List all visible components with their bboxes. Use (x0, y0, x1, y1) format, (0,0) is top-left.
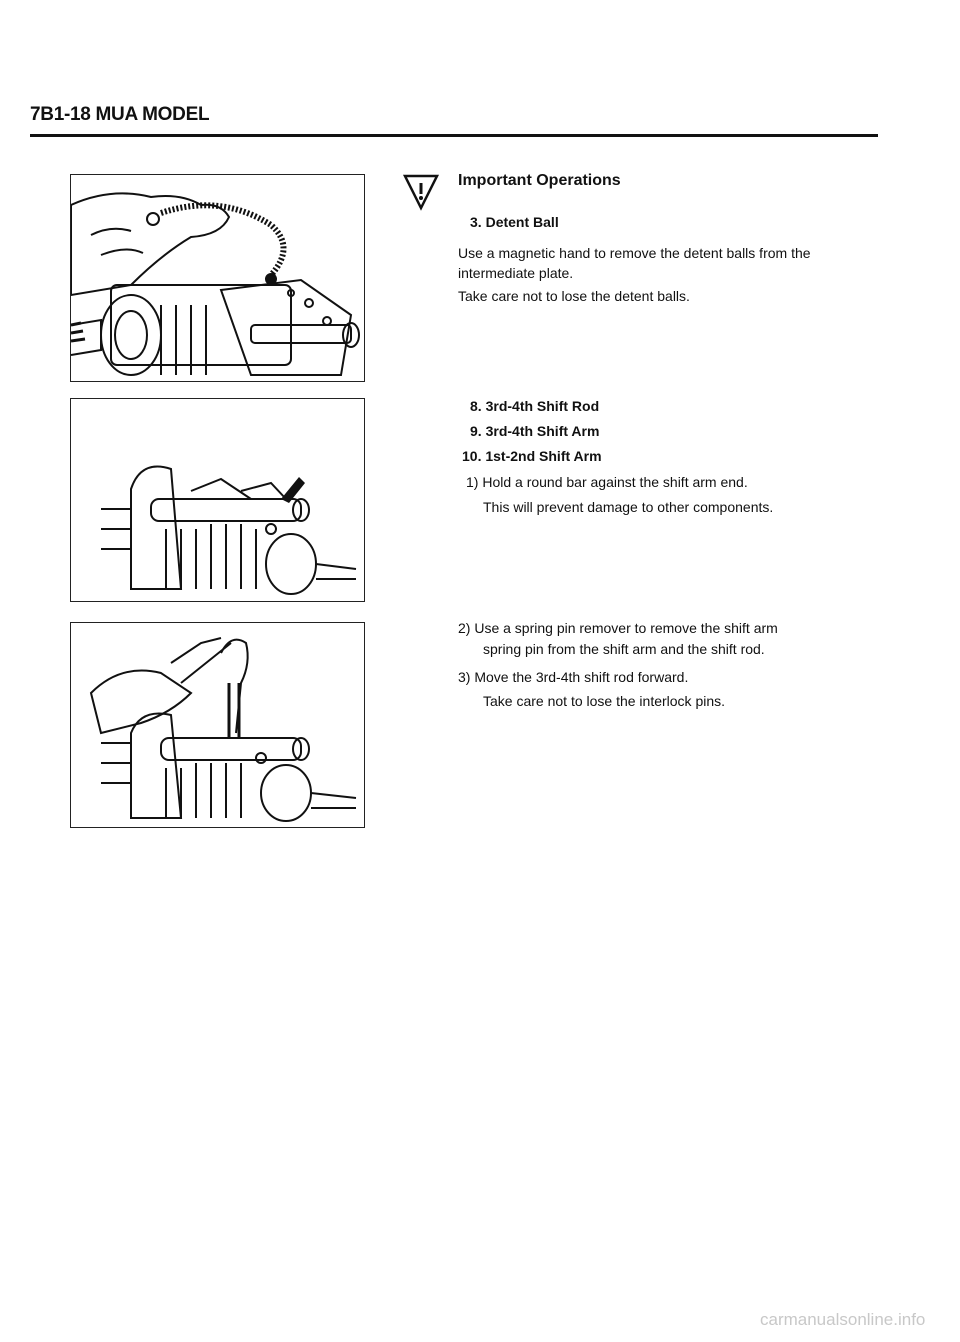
round-bar-illustration (71, 399, 364, 601)
substep-number: 2) (458, 620, 471, 636)
step-number: 3. (470, 214, 482, 230)
substep-text: Hold a round bar against the shift arm end. (482, 474, 748, 490)
substep-1-line1 (466, 472, 748, 492)
substep-number: 3) (458, 669, 471, 685)
detent-ball-text-line3: Take care not to lose the detent balls. (458, 288, 690, 304)
step-number: 8. (470, 398, 482, 414)
figure-spring-pin-remover (70, 622, 365, 828)
step-title: 1st-2nd Shift Arm (485, 448, 602, 464)
substep-2-line2: spring pin from the shift arm and the shift rod. (483, 641, 765, 657)
step-number: 10. (462, 448, 482, 464)
step-title: 3rd-4th Shift Arm (485, 423, 600, 439)
warning-triangle-icon (402, 172, 440, 212)
header-rule (30, 134, 878, 137)
watermark: carmanualsonline.info (760, 1310, 926, 1329)
substep-text: Use a spring pin remover to remove the shift arm (474, 620, 778, 636)
substep-1-line2: This will prevent damage to other components. (483, 499, 774, 515)
substep-2-line1 (458, 618, 778, 638)
step-first-second-arm-heading (462, 446, 602, 466)
substep-number: 1) (466, 474, 479, 490)
substep-text: Move the 3rd-4th shift rod forward. (474, 669, 689, 685)
spring-pin-remover-illustration (71, 623, 364, 827)
figure-magnetic-hand (70, 174, 365, 382)
detent-ball-text-line2: intermediate plate. (458, 265, 574, 281)
section-heading: Important Operations (458, 172, 621, 189)
substep-3-line2: Take care not to lose the interlock pins. (483, 693, 726, 709)
step-number: 9. (470, 423, 482, 439)
step-title: 3rd-4th Shift Rod (485, 398, 600, 414)
page-header-title: 7B1-18 MUA MODEL (30, 104, 210, 125)
step-shift-rod-heading (470, 396, 599, 416)
step-detent-ball-heading (470, 212, 559, 232)
step-title: Detent Ball (485, 214, 559, 230)
substep-3-line1 (458, 667, 688, 687)
detent-ball-text-line1: Use a magnetic hand to remove the detent balls from the (458, 245, 811, 261)
step-shift-arm-heading (470, 421, 599, 441)
figure-round-bar (70, 398, 365, 602)
magnetic-hand-illustration (71, 175, 364, 381)
